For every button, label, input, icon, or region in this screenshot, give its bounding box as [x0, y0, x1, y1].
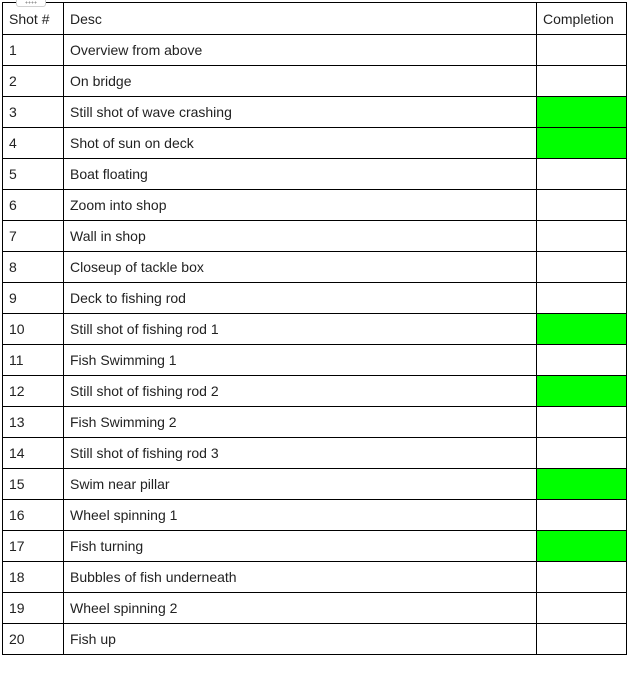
description-cell[interactable]: Swim near pillar [64, 469, 537, 500]
completion-cell-empty[interactable] [537, 159, 627, 190]
shot-number-cell[interactable]: 10 [3, 314, 64, 345]
description-cell[interactable]: Wheel spinning 2 [64, 593, 537, 624]
completion-cell-empty[interactable] [537, 624, 627, 655]
shot-number-cell[interactable]: 2 [3, 66, 64, 97]
table-row [3, 159, 627, 190]
table-row [3, 221, 627, 252]
description-cell[interactable]: On bridge [64, 66, 537, 97]
description-cell[interactable]: Still shot of fishing rod 1 [64, 314, 537, 345]
completion-cell-done[interactable] [537, 376, 627, 407]
description-cell[interactable]: Fish up [64, 624, 537, 655]
description-cell[interactable]: Zoom into shop [64, 190, 537, 221]
table-row [3, 35, 627, 66]
description-cell[interactable]: Overview from above [64, 35, 537, 66]
table-row [3, 500, 627, 531]
table-row [3, 314, 627, 345]
completion-cell-empty[interactable] [537, 35, 627, 66]
shot-number-cell[interactable]: 19 [3, 593, 64, 624]
completion-cell-empty[interactable] [537, 345, 627, 376]
shot-number-cell[interactable]: 5 [3, 159, 64, 190]
completion-cell-empty[interactable] [537, 407, 627, 438]
header-description[interactable]: Desc [64, 3, 537, 35]
drag-handle-icon[interactable] [16, 0, 46, 7]
table-row [3, 97, 627, 128]
description-cell[interactable]: Closeup of tackle box [64, 252, 537, 283]
description-cell[interactable]: Fish turning [64, 531, 537, 562]
completion-cell-empty[interactable] [537, 562, 627, 593]
description-cell[interactable]: Still shot of wave crashing [64, 97, 537, 128]
table-row [3, 438, 627, 469]
shot-number-cell[interactable]: 9 [3, 283, 64, 314]
completion-cell-empty[interactable] [537, 438, 627, 469]
table-row [3, 407, 627, 438]
grip-dots-icon [25, 1, 37, 4]
completion-cell-done[interactable] [537, 97, 627, 128]
shot-number-cell[interactable]: 8 [3, 252, 64, 283]
completion-cell-empty[interactable] [537, 252, 627, 283]
completion-cell-empty[interactable] [537, 190, 627, 221]
completion-cell-done[interactable] [537, 314, 627, 345]
shot-number-cell[interactable]: 11 [3, 345, 64, 376]
table-row [3, 283, 627, 314]
shot-number-cell[interactable]: 18 [3, 562, 64, 593]
shot-number-cell[interactable]: 6 [3, 190, 64, 221]
description-cell[interactable]: Bubbles of fish underneath [64, 562, 537, 593]
shot-number-cell[interactable]: 17 [3, 531, 64, 562]
header-completion[interactable]: Completion [537, 3, 627, 35]
shot-number-cell[interactable]: 1 [3, 35, 64, 66]
description-cell[interactable]: Wheel spinning 1 [64, 500, 537, 531]
table-row [3, 593, 627, 624]
shot-list-table [2, 2, 627, 655]
shot-number-cell[interactable]: 12 [3, 376, 64, 407]
table-row [3, 531, 627, 562]
table-row [3, 345, 627, 376]
table-row [3, 190, 627, 221]
completion-cell-empty[interactable] [537, 593, 627, 624]
description-cell[interactable]: Deck to fishing rod [64, 283, 537, 314]
table-row [3, 376, 627, 407]
completion-cell-done[interactable] [537, 469, 627, 500]
completion-cell-done[interactable] [537, 531, 627, 562]
completion-cell-empty[interactable] [537, 283, 627, 314]
table-row [3, 252, 627, 283]
completion-cell-empty[interactable] [537, 221, 627, 252]
description-cell[interactable]: Fish Swimming 1 [64, 345, 537, 376]
table-row [3, 624, 627, 655]
description-cell[interactable]: Still shot of fishing rod 3 [64, 438, 537, 469]
shot-number-cell[interactable]: 13 [3, 407, 64, 438]
description-cell[interactable]: Boat floating [64, 159, 537, 190]
table-header-row [3, 3, 627, 35]
table-row [3, 469, 627, 500]
shot-list-table-container [2, 2, 627, 655]
shot-number-cell[interactable]: 15 [3, 469, 64, 500]
shot-number-cell[interactable]: 16 [3, 500, 64, 531]
shot-number-cell[interactable]: 3 [3, 97, 64, 128]
completion-cell-done[interactable] [537, 128, 627, 159]
header-shot-number[interactable]: Shot # [3, 3, 64, 35]
shot-number-cell[interactable]: 4 [3, 128, 64, 159]
completion-cell-empty[interactable] [537, 66, 627, 97]
completion-cell-empty[interactable] [537, 500, 627, 531]
description-cell[interactable]: Fish Swimming 2 [64, 407, 537, 438]
table-row [3, 562, 627, 593]
shot-number-cell[interactable]: 7 [3, 221, 64, 252]
table-row [3, 66, 627, 97]
description-cell[interactable]: Still shot of fishing rod 2 [64, 376, 537, 407]
description-cell[interactable]: Shot of sun on deck [64, 128, 537, 159]
table-row [3, 128, 627, 159]
shot-number-cell[interactable]: 20 [3, 624, 64, 655]
description-cell[interactable]: Wall in shop [64, 221, 537, 252]
shot-number-cell[interactable]: 14 [3, 438, 64, 469]
